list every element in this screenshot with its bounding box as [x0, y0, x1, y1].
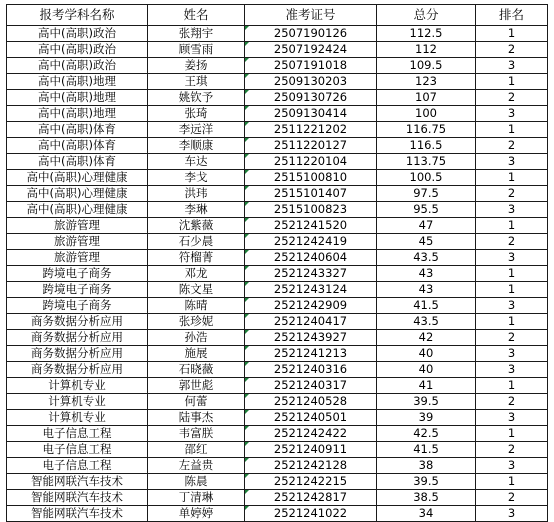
ticket-number-cell: 2509130726 — [245, 90, 377, 106]
score-cell: 39 — [377, 410, 476, 426]
table-row — [7, 122, 548, 138]
header-rank: 排名 — [476, 5, 548, 26]
name-cell: 李戈 — [148, 170, 245, 186]
score-cell: 123 — [377, 74, 476, 90]
header-subject: 报考学科名称 — [7, 5, 148, 26]
ticket-number-cell: 2521242215 — [245, 474, 377, 490]
score-cell: 113.75 — [377, 154, 476, 170]
name-cell: 施展 — [148, 346, 245, 362]
rank-cell: 2 — [476, 442, 548, 458]
table-row — [7, 298, 548, 314]
table-row — [7, 90, 548, 106]
header-name: 姓名 — [148, 5, 245, 26]
name-cell: 陈文星 — [148, 282, 245, 298]
ticket-number-cell: 2521242128 — [245, 458, 377, 474]
table-row — [7, 186, 548, 202]
score-cell: 39.5 — [377, 474, 476, 490]
header-row — [7, 5, 548, 26]
rank-cell: 2 — [476, 90, 548, 106]
name-cell: 左益贵 — [148, 458, 245, 474]
score-cell: 41.5 — [377, 442, 476, 458]
score-table — [6, 4, 548, 522]
subject-cell: 智能网联汽车技术 — [7, 474, 148, 490]
table-row — [7, 282, 548, 298]
score-cell: 41 — [377, 378, 476, 394]
name-cell: 陈晨 — [148, 474, 245, 490]
subject-cell: 跨境电子商务 — [7, 298, 148, 314]
score-cell: 107 — [377, 90, 476, 106]
ticket-number-cell: 2509130414 — [245, 106, 377, 122]
rank-cell: 3 — [476, 250, 548, 266]
ticket-number-cell: 2507192424 — [245, 42, 377, 58]
subject-cell: 旅游管理 — [7, 218, 148, 234]
subject-cell: 高中(高职)地理 — [7, 90, 148, 106]
subject-cell: 旅游管理 — [7, 234, 148, 250]
ticket-number-cell: 2521240417 — [245, 314, 377, 330]
table-row — [7, 378, 548, 394]
subject-cell: 高中(高职)政治 — [7, 26, 148, 42]
ticket-number-cell: 2521242817 — [245, 490, 377, 506]
rank-cell: 3 — [476, 202, 548, 218]
ticket-number-cell: 2521240501 — [245, 410, 377, 426]
score-cell: 43 — [377, 282, 476, 298]
rank-cell: 2 — [476, 330, 548, 346]
score-cell: 43.5 — [377, 314, 476, 330]
score-cell: 34 — [377, 506, 476, 522]
score-cell: 39.5 — [377, 394, 476, 410]
ticket-number-cell: 2521240911 — [245, 442, 377, 458]
rank-cell: 3 — [476, 346, 548, 362]
rank-cell: 1 — [476, 122, 548, 138]
ticket-number-cell: 2521242422 — [245, 426, 377, 442]
subject-cell: 电子信息工程 — [7, 458, 148, 474]
ticket-number-cell: 2515100810 — [245, 170, 377, 186]
name-cell: 张翔宇 — [148, 26, 245, 42]
rank-cell: 1 — [476, 218, 548, 234]
subject-cell: 高中(高职)心理健康 — [7, 186, 148, 202]
score-cell: 112 — [377, 42, 476, 58]
score-cell: 47 — [377, 218, 476, 234]
rank-cell: 1 — [476, 378, 548, 394]
header-ticket-number: 准考证号 — [245, 5, 377, 26]
subject-cell: 计算机专业 — [7, 378, 148, 394]
rank-cell: 2 — [476, 394, 548, 410]
ticket-number-cell: 2515100823 — [245, 202, 377, 218]
subject-cell: 智能网联汽车技术 — [7, 490, 148, 506]
table-row — [7, 42, 548, 58]
subject-cell: 高中(高职)心理健康 — [7, 202, 148, 218]
table-row — [7, 458, 548, 474]
name-cell: 陆事杰 — [148, 410, 245, 426]
rank-cell: 3 — [476, 298, 548, 314]
table-row — [7, 490, 548, 506]
subject-cell: 计算机专业 — [7, 410, 148, 426]
subject-cell: 商务数据分析应用 — [7, 362, 148, 378]
name-cell: 邓龙 — [148, 266, 245, 282]
name-cell: 洪玮 — [148, 186, 245, 202]
name-cell: 孙浩 — [148, 330, 245, 346]
subject-cell: 智能网联汽车技术 — [7, 506, 148, 522]
subject-cell: 计算机专业 — [7, 394, 148, 410]
name-cell: 单婷婷 — [148, 506, 245, 522]
subject-cell: 高中(高职)体育 — [7, 122, 148, 138]
ticket-number-cell: 2521243327 — [245, 266, 377, 282]
name-cell: 姜扬 — [148, 58, 245, 74]
table-header — [7, 5, 548, 26]
name-cell: 符榴菁 — [148, 250, 245, 266]
ticket-number-cell: 2521242909 — [245, 298, 377, 314]
ticket-number-cell: 2511221202 — [245, 122, 377, 138]
table-body — [7, 26, 548, 522]
subject-cell: 跨境电子商务 — [7, 266, 148, 282]
ticket-number-cell: 2521240316 — [245, 362, 377, 378]
name-cell: 石少晨 — [148, 234, 245, 250]
ticket-number-cell: 2521241520 — [245, 218, 377, 234]
table-row — [7, 346, 548, 362]
rank-cell: 3 — [476, 458, 548, 474]
ticket-number-cell: 2511220104 — [245, 154, 377, 170]
name-cell: 车达 — [148, 154, 245, 170]
subject-cell: 商务数据分析应用 — [7, 346, 148, 362]
rank-cell: 1 — [476, 26, 548, 42]
rank-cell: 3 — [476, 58, 548, 74]
rank-cell: 2 — [476, 138, 548, 154]
rank-cell: 3 — [476, 410, 548, 426]
table-row — [7, 218, 548, 234]
name-cell: 韦富朕 — [148, 426, 245, 442]
table-row — [7, 74, 548, 90]
subject-cell: 高中(高职)政治 — [7, 58, 148, 74]
name-cell: 李远洋 — [148, 122, 245, 138]
score-cell: 100 — [377, 106, 476, 122]
score-cell: 112.5 — [377, 26, 476, 42]
rank-cell: 3 — [476, 154, 548, 170]
ticket-number-cell: 2521243124 — [245, 282, 377, 298]
table-row — [7, 506, 548, 522]
ticket-number-cell: 2507190126 — [245, 26, 377, 42]
score-cell: 43.5 — [377, 250, 476, 266]
table-row — [7, 26, 548, 42]
subject-cell: 商务数据分析应用 — [7, 314, 148, 330]
rank-cell: 2 — [476, 186, 548, 202]
rank-cell: 3 — [476, 362, 548, 378]
subject-cell: 旅游管理 — [7, 250, 148, 266]
table-row — [7, 394, 548, 410]
table-row — [7, 106, 548, 122]
score-cell: 40 — [377, 346, 476, 362]
table-row — [7, 58, 548, 74]
table-row — [7, 250, 548, 266]
table-row — [7, 442, 548, 458]
score-cell: 40 — [377, 362, 476, 378]
rank-cell: 2 — [476, 490, 548, 506]
rank-cell: 3 — [476, 506, 548, 522]
table-row — [7, 266, 548, 282]
ticket-number-cell: 2511220127 — [245, 138, 377, 154]
score-cell: 41.5 — [377, 298, 476, 314]
subject-cell: 电子信息工程 — [7, 426, 148, 442]
score-cell: 38.5 — [377, 490, 476, 506]
rank-cell: 2 — [476, 234, 548, 250]
subject-cell: 高中(高职)体育 — [7, 154, 148, 170]
ticket-number-cell: 2521240317 — [245, 378, 377, 394]
subject-cell: 电子信息工程 — [7, 442, 148, 458]
score-cell: 45 — [377, 234, 476, 250]
name-cell: 石晓薇 — [148, 362, 245, 378]
rank-cell: 1 — [476, 170, 548, 186]
score-cell: 42.5 — [377, 426, 476, 442]
name-cell: 丁清琳 — [148, 490, 245, 506]
table-row — [7, 330, 548, 346]
rank-cell: 2 — [476, 42, 548, 58]
table-row — [7, 202, 548, 218]
subject-cell: 跨境电子商务 — [7, 282, 148, 298]
table-row — [7, 138, 548, 154]
subject-cell: 商务数据分析应用 — [7, 330, 148, 346]
subject-cell: 高中(高职)地理 — [7, 106, 148, 122]
score-cell: 97.5 — [377, 186, 476, 202]
rank-cell: 1 — [476, 74, 548, 90]
table-row — [7, 170, 548, 186]
name-cell: 张琦 — [148, 106, 245, 122]
ticket-number-cell: 2521240528 — [245, 394, 377, 410]
name-cell: 张珍妮 — [148, 314, 245, 330]
table-row — [7, 426, 548, 442]
score-cell: 100.5 — [377, 170, 476, 186]
subject-cell: 高中(高职)体育 — [7, 138, 148, 154]
rank-cell: 1 — [476, 474, 548, 490]
ticket-number-cell: 2521243927 — [245, 330, 377, 346]
score-cell: 116.5 — [377, 138, 476, 154]
name-cell: 何蕾 — [148, 394, 245, 410]
table-row — [7, 314, 548, 330]
name-cell: 王琪 — [148, 74, 245, 90]
ticket-number-cell: 2515101407 — [245, 186, 377, 202]
ticket-number-cell: 2521241213 — [245, 346, 377, 362]
subject-cell: 高中(高职)心理健康 — [7, 170, 148, 186]
rank-cell: 1 — [476, 266, 548, 282]
subject-cell: 高中(高职)政治 — [7, 42, 148, 58]
ticket-number-cell: 2521241022 — [245, 506, 377, 522]
ticket-number-cell: 2507191018 — [245, 58, 377, 74]
table-row — [7, 410, 548, 426]
subject-cell: 高中(高职)地理 — [7, 74, 148, 90]
name-cell: 郭世彪 — [148, 378, 245, 394]
score-cell: 38 — [377, 458, 476, 474]
score-cell: 95.5 — [377, 202, 476, 218]
name-cell: 李琳 — [148, 202, 245, 218]
header-total-score: 总分 — [377, 5, 476, 26]
score-cell: 109.5 — [377, 58, 476, 74]
score-cell: 43 — [377, 266, 476, 282]
name-cell: 沈紫薇 — [148, 218, 245, 234]
name-cell: 陈晴 — [148, 298, 245, 314]
name-cell: 姚钦予 — [148, 90, 245, 106]
rank-cell: 1 — [476, 426, 548, 442]
name-cell: 邵红 — [148, 442, 245, 458]
ticket-number-cell: 2521240604 — [245, 250, 377, 266]
table-row — [7, 154, 548, 170]
rank-cell: 1 — [476, 314, 548, 330]
ticket-number-cell: 2521242419 — [245, 234, 377, 250]
name-cell: 顾雪雨 — [148, 42, 245, 58]
table-row — [7, 474, 548, 490]
name-cell: 李顺康 — [148, 138, 245, 154]
ticket-number-cell: 2509130203 — [245, 74, 377, 90]
rank-cell: 3 — [476, 106, 548, 122]
table-row — [7, 234, 548, 250]
score-cell: 116.75 — [377, 122, 476, 138]
score-cell: 42 — [377, 330, 476, 346]
table-row — [7, 362, 548, 378]
rank-cell: 1 — [476, 282, 548, 298]
